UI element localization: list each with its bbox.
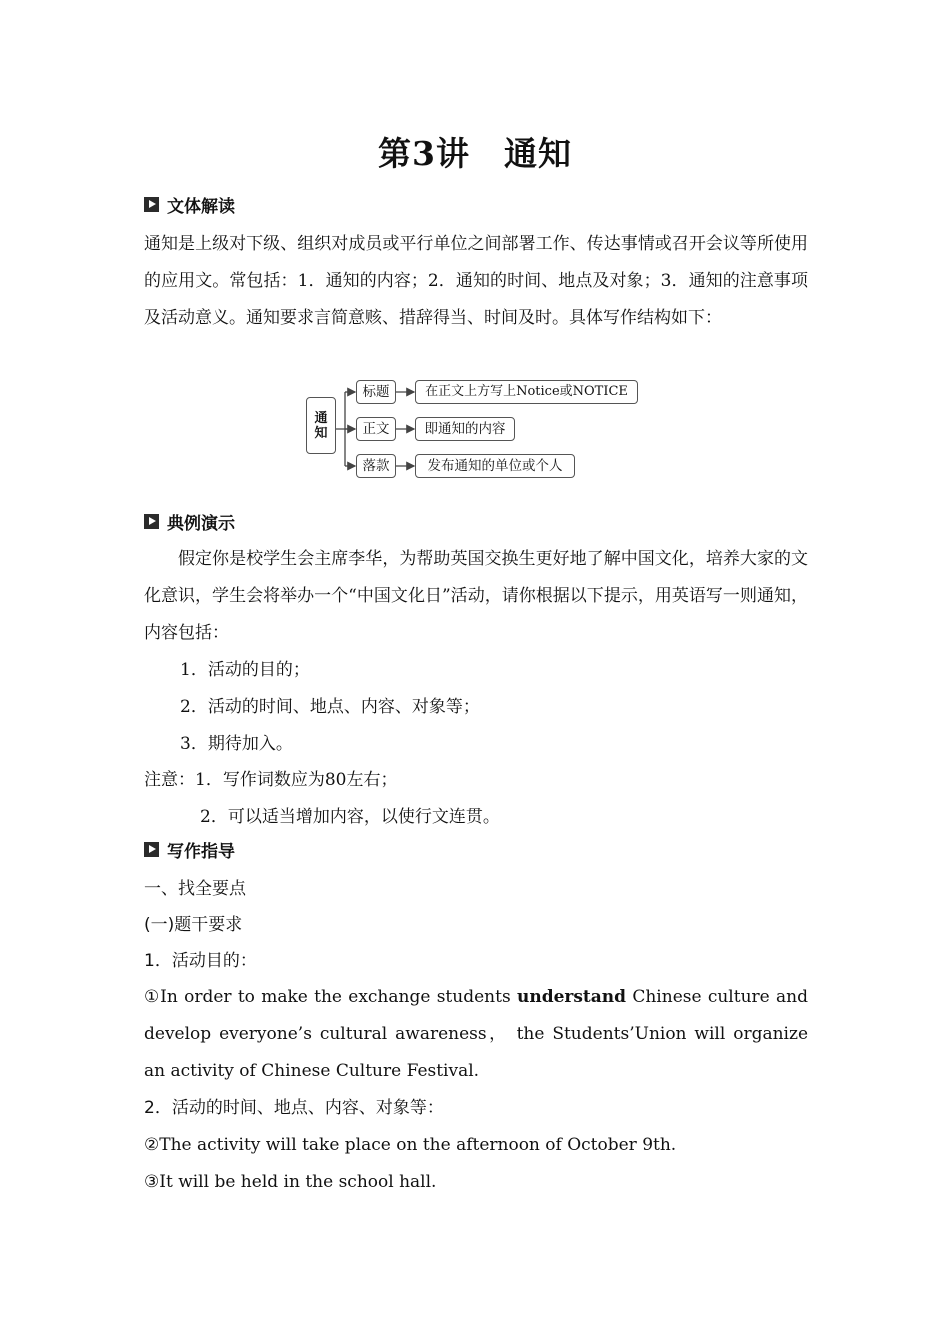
diagram-detail-signature: 发布通知的单位或个人 xyxy=(415,454,575,478)
diagram-detail-body: 即通知的内容 xyxy=(415,417,515,441)
diagram-detail-title: 在正文上方写上Notice或NOTICE xyxy=(415,380,638,404)
note-line: 注意：1．写作词数应为80左右； xyxy=(144,770,398,790)
guide-item: 1．活动目的： xyxy=(144,951,257,971)
section-title: 典例演示 xyxy=(167,513,235,534)
sample-sentence-3: ③It will be held in the school hall. xyxy=(144,1172,437,1192)
play-icon xyxy=(144,842,159,857)
guide-subheading: (一)题干要求 xyxy=(144,915,243,935)
keyword: understand xyxy=(516,987,627,1007)
diagram-root-char: 通 xyxy=(314,410,328,426)
guide-item: 2．活动的时间、地点、内容、对象等： xyxy=(144,1098,444,1118)
guide-heading: 一、找全要点 xyxy=(144,879,246,899)
page-title: 第3讲 通知 xyxy=(378,134,572,173)
diagram-node-signature: 落款 xyxy=(356,454,396,478)
section-title: 写作指导 xyxy=(167,841,235,862)
prompt-item: 1．活动的目的； xyxy=(180,660,310,680)
note-line: 2．可以适当增加内容，以使行文连贯。 xyxy=(200,807,500,827)
prompt-item: 3．期待加入。 xyxy=(180,734,293,754)
play-icon xyxy=(144,514,159,529)
sentence-text: ①In order to make the exchange students xyxy=(144,987,517,1007)
section-header-example xyxy=(144,509,235,533)
diagram-node-title: 标题 xyxy=(356,380,396,404)
section-header-genre xyxy=(144,192,235,216)
prompt-item: 2．活动的时间、地点、内容、对象等； xyxy=(180,697,480,717)
section-header-guide xyxy=(144,837,235,861)
sample-sentence-2: ②The activity will take place on the afternoon of October 9th. xyxy=(144,1135,677,1155)
sentence-text: Chinese culture and develop everyone’s cultural awareness， the Students’Union will organize an activity of Chinese Culture Festival. xyxy=(144,987,808,1081)
section-title: 文体解读 xyxy=(167,196,235,217)
structure-diagram xyxy=(305,380,645,480)
prompt-paragraph: 假定你是校学生会主席李华，为帮助英国交换生更好地了解中国文化，培养大家的文化意识，学生会将举办一个“中国文化日”活动，请你根据以下提示，用英语写一则通知，内容包括： xyxy=(144,549,808,643)
diagram-node-body: 正文 xyxy=(356,417,396,441)
diagram-root-node xyxy=(306,397,336,454)
diagram-root-char: 知 xyxy=(314,425,328,441)
play-icon xyxy=(144,197,159,212)
intro-paragraph: 通知是上级对下级、组织对成员或平行单位之间部署工作、传达事情或召开会议等所使用的应用文。常包括：1．通知的内容；2．通知的时间、地点及对象；3．通知的注意事项及活动意义。通知要求言简意赅、措辞得当、时间及时。具体写作结构如下： xyxy=(144,234,808,328)
sample-sentence-1 xyxy=(144,979,808,1090)
